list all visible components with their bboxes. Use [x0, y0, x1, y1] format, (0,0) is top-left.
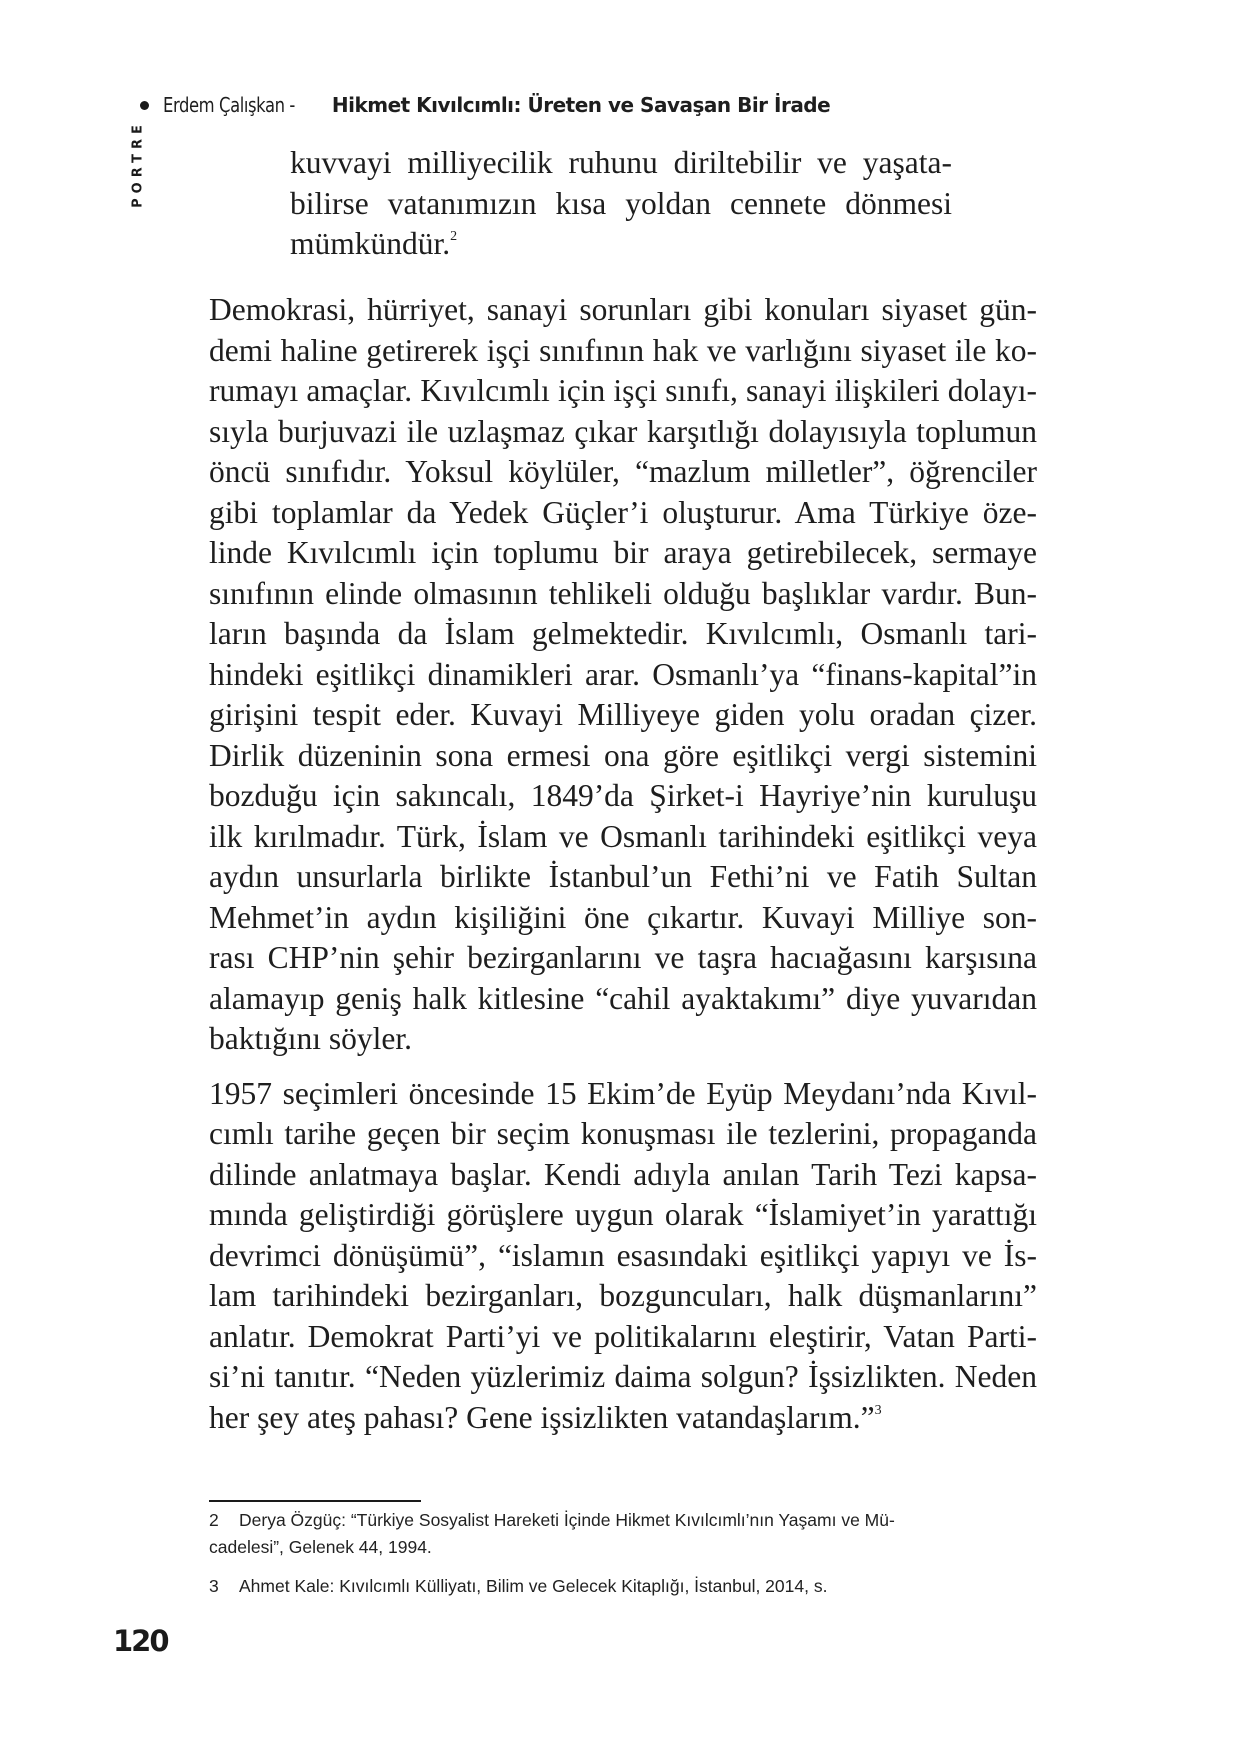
- text-line: linde Kıvılcımlı için toplumu bir araya getirebilecek, sermaye: [209, 535, 1037, 570]
- text-line: sınıfının elinde olmasının tehlikeli olduğu başlıklar vardır. Bun-: [209, 575, 1037, 611]
- quote-line: kuvvayi milliyecilik ruhunu diriltebilir ve yaşata-: [290, 145, 952, 180]
- section-tag-label: PORTRE: [130, 120, 146, 208]
- text-line: demi haline getirerek işçi sınıfının hak ve varlığını siyaset ile ko-: [209, 332, 1037, 368]
- header-title: Hikmet Kıvılcımlı: Üreten ve Savaşan Bir İrade: [331, 93, 831, 117]
- footnote-2: [209, 1507, 1029, 1561]
- text-line: girişini tespit eder. Kuvayi Milliyeye giden yolu oradan çizer.: [209, 697, 1037, 732]
- text-line: bozduğu için sakıncalı, 1849’da Şirket-i Hayriye’nin kuruluşu: [209, 778, 1037, 813]
- footnote-ref-3[interactable]: 3: [874, 1402, 882, 1418]
- footnote-divider: [209, 1500, 421, 1502]
- text-line: rası CHP’nin şehir bezirganlarını ve taşra hacıağasını karşısına: [209, 940, 1037, 975]
- paragraph-2: [209, 1074, 1037, 1439]
- text-line: ların başında da İslam gelmektedir. Kıvılcımlı, Osmanlı tari-: [209, 616, 1037, 651]
- text-line: öncü sınıfıdır. Yoksul köylüler, “mazlum milletler”, öğrenciler: [209, 454, 1037, 489]
- quote-line: mümkündür.$^2$: [290, 226, 458, 261]
- quote-line: bilirse vatanımızın kısa yoldan cennete dönmesi: [290, 185, 952, 221]
- footnote-text: cadelesi”, Gelenek 44, 1994.: [209, 1537, 432, 1557]
- text-line: lam tarihindeki bezirganları, bozguncuları, halk düşmanlarını”: [209, 1278, 1037, 1313]
- footnote-ref-2[interactable]: 2: [450, 229, 458, 244]
- footnote-text: Derya Özgüç: “Türkiye Sosyalist Hareketi İçinde Hikmet Kıvılcımlı’nın Yaşamı ve Mü-: [239, 1510, 895, 1530]
- text-line: sıyla burjuvazi ile uzlaşmaz çıkar karşıtlığı dolayısıyla toplumun: [209, 413, 1037, 449]
- text-line: alamayıp geniş halk kitlesine “cahil ayaktakımı” diye yuvarıdan: [209, 980, 1037, 1016]
- text-line: hindeki eşitlikçi dinamikleri arar. Osmanlı’ya “finans-kapital”in: [209, 656, 1037, 692]
- text-line: devrimci dönüşümü”, “islamın esasındaki eşitlikçi yapıyı ve İs-: [209, 1237, 1037, 1273]
- page-number: 120: [113, 1624, 168, 1658]
- footnote-number: 3: [209, 1576, 219, 1596]
- text-line: cımlı tarihe geçen bir seçim konuşması ile tezlerini, propaganda: [209, 1116, 1037, 1151]
- body-text: [209, 290, 1037, 1438]
- text-line: her şey ateş pahası? Gene işsizlikten vatandaşlarım.”$^3$: [209, 1399, 882, 1435]
- text-line: ilk kırılmadır. Türk, İslam ve Osmanlı tarihindeki eşitlikçi veya: [209, 818, 1037, 854]
- text-line: Demokrasi, hürriyet, sanayi sorunları gibi konuları siyaset gün-: [209, 292, 1037, 327]
- block-quote: [290, 143, 952, 265]
- bullet-icon: [140, 101, 149, 110]
- running-header: [140, 90, 830, 120]
- header-author: Erdem Çalışkan -: [163, 93, 295, 117]
- text-line: aydın unsurlarla birlikte İstanbul’un Fethi’ni ve Fatih Sultan: [209, 859, 1037, 894]
- text-line: Dirlik düzeninin sona ermesi ona göre eşitlikçi vergi sistemini: [209, 737, 1037, 773]
- text-line: anlatır. Demokrat Parti’yi ve politikalarını eleştirir, Vatan Parti-: [209, 1318, 1037, 1354]
- text-line: si’ni tanıtır. “Neden yüzlerimiz daima solgun? İşsizlikten. Neden: [209, 1359, 1037, 1394]
- text-line: mında geliştirdiği görüşlere uygun olarak “İslamiyet’in yarattığı: [209, 1197, 1037, 1232]
- footnote-3: [209, 1573, 1029, 1600]
- text-line: 1957 seçimleri öncesinde 15 Ekim’de Eyüp Meydanı’nda Kıvıl-: [209, 1075, 1037, 1111]
- text-line: rumayı amaçlar. Kıvılcımlı için işçi sınıfı, sanayi ilişkileri dolayı-: [209, 373, 1037, 408]
- footnote-number: 2: [209, 1510, 219, 1530]
- text-line: Mehmet’in aydın kişiliğini öne çıkartır. Kuvayi Milliye son-: [209, 899, 1037, 935]
- footnote-text: Ahmet Kale: Kıvılcımlı Külliyatı, Bilim ve Gelecek Kitaplığı, İstanbul, 2014, s.: [239, 1576, 828, 1596]
- text-line: dilinde anlatmaya başlar. Kendi adıyla anılan Tarih Tezi kapsa-: [209, 1156, 1037, 1192]
- text-line: baktığını söyler.: [209, 1021, 412, 1056]
- paragraph-1: [209, 290, 1037, 1060]
- section-tag: [128, 120, 148, 208]
- text-line: gibi toplamlar da Yedek Güçler’i oluşturur. Ama Türkiye öze-: [209, 494, 1037, 530]
